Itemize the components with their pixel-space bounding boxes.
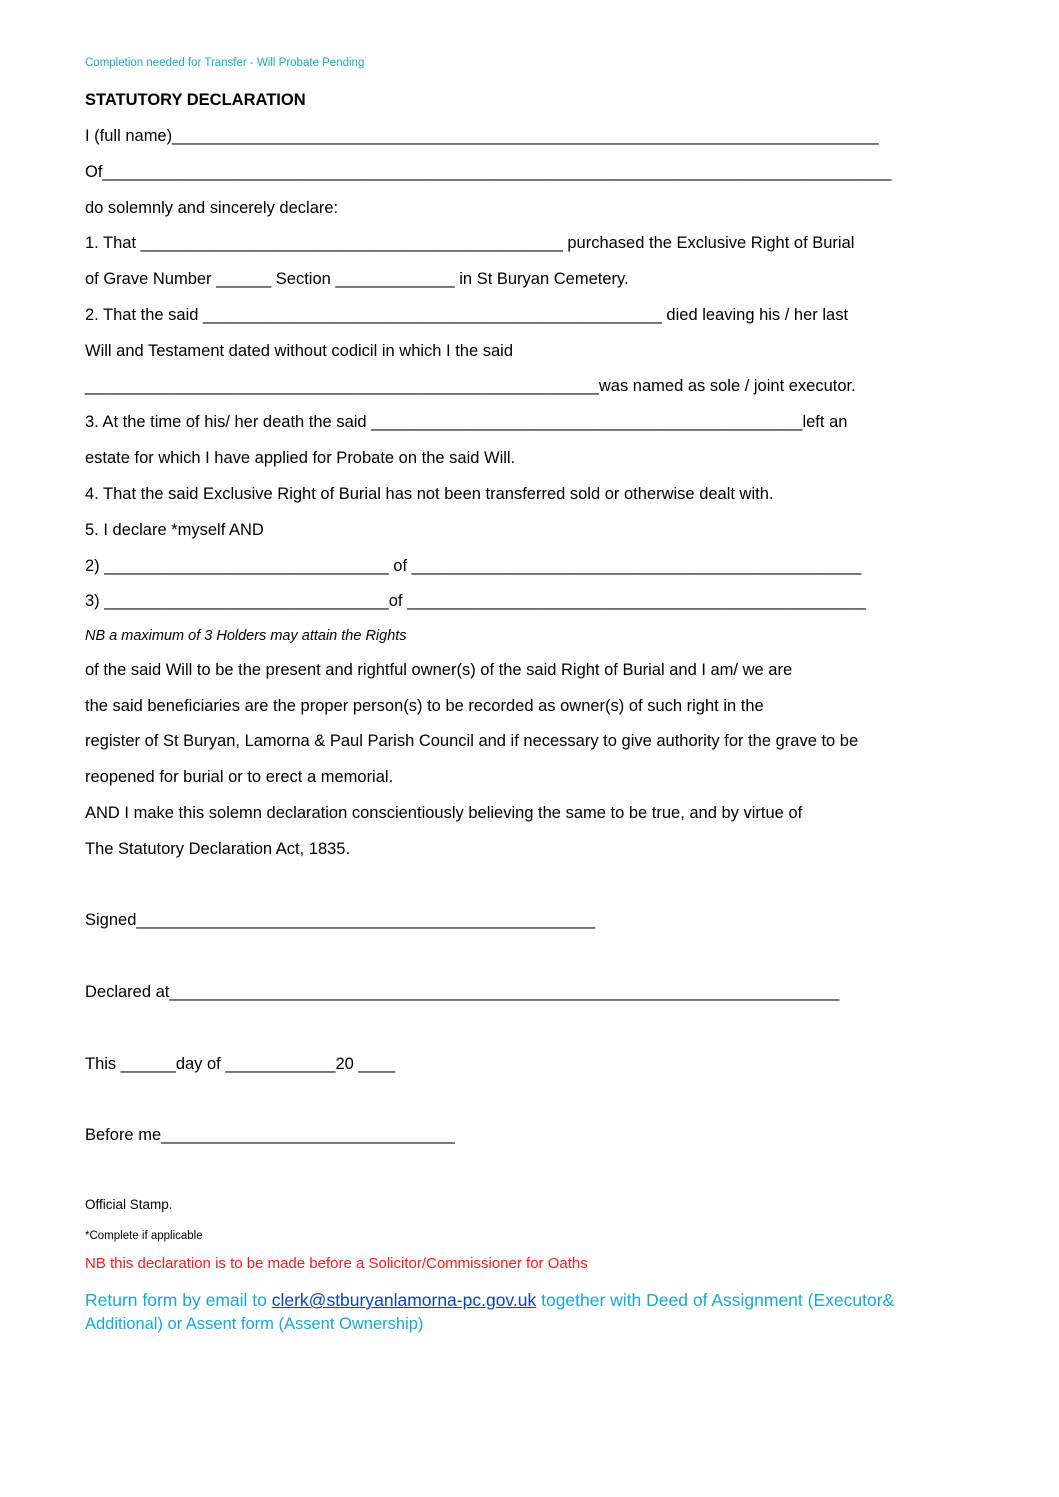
return-instructions [85, 1288, 894, 1312]
return-prefix: Return form by email to [85, 1290, 272, 1310]
paragraph-line-5: AND I make this solemn declaration conscientiously believing the same to be true, and by virtue of [85, 804, 803, 822]
signed-field: Signed__________________________________________________ [85, 911, 596, 929]
nb-holders-note: NB a maximum of 3 Holders may attain the Rights [85, 628, 407, 644]
date-field: This ______day of ____________20 ____ [85, 1055, 396, 1073]
item1-line-a: 1. That ______________________________________________ purchased the Exclusive Right of Burial [85, 234, 855, 252]
paragraph-line-2: the said beneficiaries are the proper person(s) to be recorded as owner(s) of such right in the [85, 697, 764, 715]
email-link[interactable]: clerk@stburyanlamorna-pc.gov.uk [271, 1290, 537, 1310]
declared-at-field: Declared at_________________________________________________________________________ [85, 983, 840, 1001]
complete-if-note: *Complete if applicable [85, 1230, 203, 1242]
official-stamp-label: Official Stamp. [85, 1197, 173, 1212]
return-instructions-line-2: Additional) or Assent form (Assent Ownership) [85, 1315, 424, 1333]
return-suffix: together with Deed of Assignment (Executor& [536, 1290, 895, 1310]
holder3-line: 3) _______________________________of __________________________________________________ [85, 592, 866, 610]
before-me-field: Before me________________________________ [85, 1126, 455, 1144]
header-note: Completion needed for Transfer - Will Probate Pending [85, 57, 365, 69]
item5-line: 5. I declare *myself AND [85, 521, 264, 539]
of-line: Of______________________________________________________________________________________ [85, 163, 892, 181]
solicitor-warning: NB this declaration is to be made before a Solicitor/Commissioner for Oaths [85, 1255, 588, 1272]
holder2-line: 2) _______________________________ of _________________________________________________ [85, 557, 862, 575]
item2-line-b: Will and Testament dated without codicil in which I the said [85, 342, 514, 360]
paragraph-line-1: of the said Will to be the present and rightful owner(s) of the said Right of Burial and I am/ we are [85, 661, 793, 679]
item3-line-b: estate for which I have applied for Probate on the said Will. [85, 449, 516, 467]
paragraph-line-6: The Statutory Declaration Act, 1835. [85, 840, 351, 858]
paragraph-line-3: register of St Buryan, Lamorna & Paul Parish Council and if necessary to give authority for the grave to be [85, 732, 859, 750]
item3-line-a: 3. At the time of his/ her death the said _______________________________________________left an [85, 413, 848, 431]
item2-line-c: ________________________________________________________was named as sole / joint executor. [85, 377, 856, 395]
item2-line-a: 2. That the said __________________________________________________ died leaving his / her last [85, 306, 849, 324]
item4-line: 4. That the said Exclusive Right of Burial has not been transferred sold or otherwise dealt with. [85, 485, 774, 503]
page-title: STATUTORY DECLARATION [85, 91, 306, 109]
declare-line: do solemnly and sincerely declare: [85, 199, 339, 217]
paragraph-line-4: reopened for burial or to erect a memorial. [85, 768, 394, 786]
full-name-line: I (full name)_____________________________________________________________________________ [85, 127, 879, 145]
item1-line-b: of Grave Number ______ Section _____________ in St Buryan Cemetery. [85, 270, 629, 288]
